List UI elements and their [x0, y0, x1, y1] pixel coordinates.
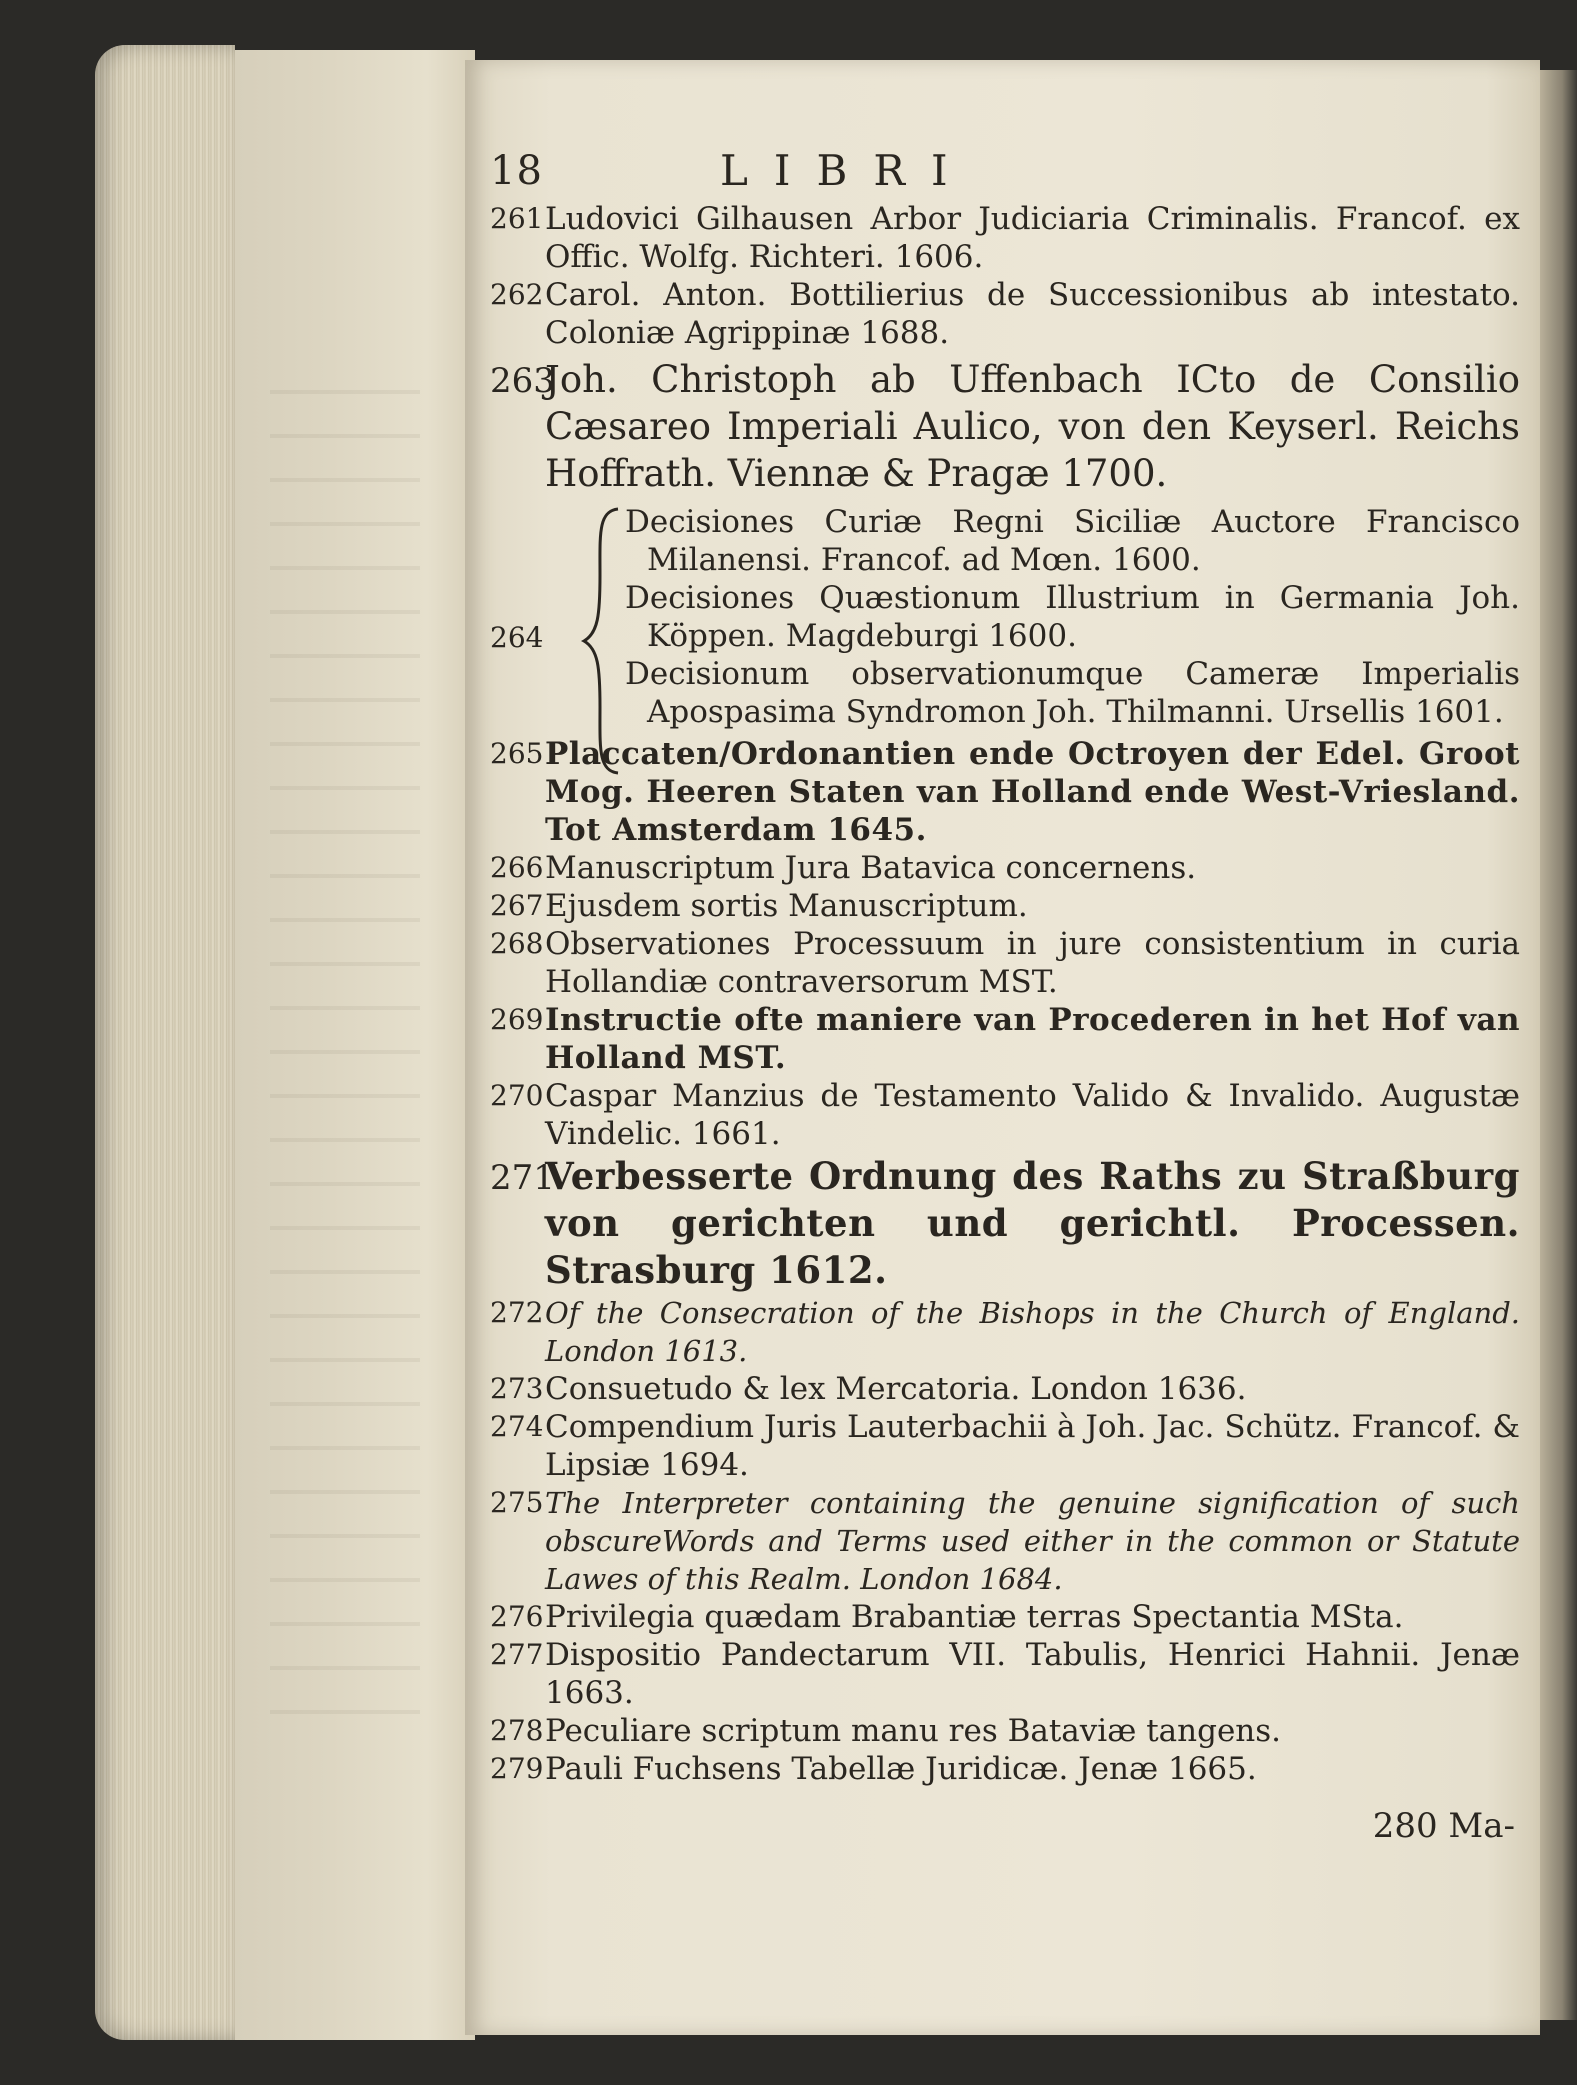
entry-text: Dispositio Pandectarum VII. Tabulis, Henrici Hahnii. Jenæ 1663.: [545, 1637, 1520, 1711]
entry-text: Compendium Juris Lauterbachii à Joh. Jac. Schütz. Francof. & Lipsiæ 1694.: [545, 1409, 1520, 1483]
entry-text: Peculiare scriptum manu res Bataviæ tangens.: [545, 1713, 1282, 1749]
entry-text: Of the Consecration of the Bishops in the Church of England. London 1613.: [545, 1296, 1520, 1368]
page-content: [490, 140, 1520, 2020]
entry-number: 267: [490, 889, 544, 922]
entry-number: 264: [490, 621, 544, 654]
entry-number: 269: [490, 1003, 544, 1036]
list-item: [490, 200, 1520, 276]
sub-entry: Decisiones Curiæ Regni Siciliæ Auctore Francisco Milanensi. Francof. ad Mœn. 1600.: [625, 504, 1520, 578]
entry-text: Ejusdem sortis Manuscriptum.: [545, 888, 1028, 924]
entry-number: 272: [490, 1296, 544, 1329]
list-item: [490, 1598, 1520, 1636]
list-item: [490, 849, 1520, 887]
entry-text: Joh. Christoph ab Uffenbach ICto de Consilio Cæsareo Imperiali Aulico, von den Keyserl. Reichs Hoffrath. Viennæ & Pragæ 1700.: [545, 358, 1520, 495]
entry-text: Consuetudo & lex Mercatoria. London 1636.: [545, 1371, 1247, 1407]
list-item: [490, 276, 1520, 352]
entry-text: Caspar Manzius de Testamento Valido & Invalido. Augustæ Vindelic. 1661.: [545, 1078, 1520, 1152]
list-item: [490, 1153, 1520, 1294]
entry-number: 279: [490, 1752, 544, 1785]
entry-number: 266: [490, 851, 544, 884]
entry-number: 263: [490, 361, 555, 401]
catalogue-entries: [490, 200, 1520, 1846]
entry-number: 268: [490, 927, 544, 960]
entry-text: Instructie ofte maniere van Procederen in het Hof van Holland MST.: [545, 1002, 1520, 1076]
entry-text: Verbesserte Ordnung des Raths zu Straßburg von gerichten und gerichtl. Processen. Strasburg 1612.: [545, 1154, 1520, 1292]
entry-text: Placcaten/Ordonantien ende Octroyen der Edel. Groot Mog. Heeren Staten van Holland ende West-Vriesland. Tot Amsterdam 1645.: [545, 736, 1520, 848]
entry-text: Ludovici Gilhausen Arbor Judiciaria Criminalis. Francof. ex Offic. Wolfg. Richteri. 1606.: [545, 201, 1520, 275]
list-item: [490, 1712, 1520, 1750]
grouped-entry: [490, 503, 1520, 731]
entry-number: 278: [490, 1714, 544, 1747]
list-item: [490, 1370, 1520, 1408]
sub-entry: Decisiones Quæstionum Illustrium in Germania Joh. Köppen. Magdeburgi 1600.: [625, 580, 1520, 654]
entry-text: Carol. Anton. Bottilierius de Successionibus ab intestato. Coloniæ Agrippinæ 1688.: [545, 277, 1520, 351]
entry-number: 276: [490, 1600, 544, 1633]
entry-number: 275: [490, 1486, 544, 1519]
list-item: [490, 1636, 1520, 1712]
list-item: [490, 1001, 1520, 1077]
entry-text: Pauli Fuchsens Tabellæ Juridicæ. Jenæ 1665.: [545, 1751, 1257, 1787]
list-item: [490, 887, 1520, 925]
entry-text: Privilegia quædam Brabantiæ terras Spectantia MSta.: [545, 1599, 1404, 1635]
entry-text: The Interpreter containing the genuine signification of such obscureWords and Terms used either in the common or Statute Lawes of this Realm. London 1684.: [545, 1486, 1520, 1596]
list-item: [490, 1484, 1520, 1598]
facing-page-stack: [235, 50, 475, 2040]
book-fore-edge: [95, 45, 235, 2040]
list-item: [490, 1077, 1520, 1153]
catchword: 280 Ma-: [1372, 1806, 1515, 1846]
entry-text: Manuscriptum Jura Batavica concernens.: [545, 850, 1197, 886]
page-header: [490, 140, 1520, 200]
right-page-edge: [1540, 70, 1577, 2020]
list-item: [490, 1750, 1520, 1788]
list-item: [490, 925, 1520, 1001]
list-item: [490, 1408, 1520, 1484]
list-item: [490, 1294, 1520, 1370]
page-number: 18: [490, 148, 543, 194]
entry-number: 261: [490, 202, 544, 235]
entry-number: 262: [490, 278, 544, 311]
sub-entry: Decisionum observationumque Cameræ Imperialis Apospasima Syndromon Joh. Thilmanni. Ursellis 1601.: [625, 656, 1520, 730]
running-title: LIBRI: [720, 146, 974, 195]
entry-number: 274: [490, 1410, 544, 1443]
ink-bleed: [270, 350, 420, 1750]
list-item: [490, 735, 1520, 849]
entry-number: 271: [490, 1158, 555, 1198]
entry-number: 277: [490, 1638, 544, 1671]
entry-number: 273: [490, 1372, 544, 1405]
entry-number: 265: [490, 737, 544, 770]
entry-text: Observationes Processuum in jure consistentium in curia Hollandiæ contraversorum MST.: [545, 926, 1520, 1000]
list-item: [490, 356, 1520, 497]
entry-number: 270: [490, 1079, 544, 1112]
